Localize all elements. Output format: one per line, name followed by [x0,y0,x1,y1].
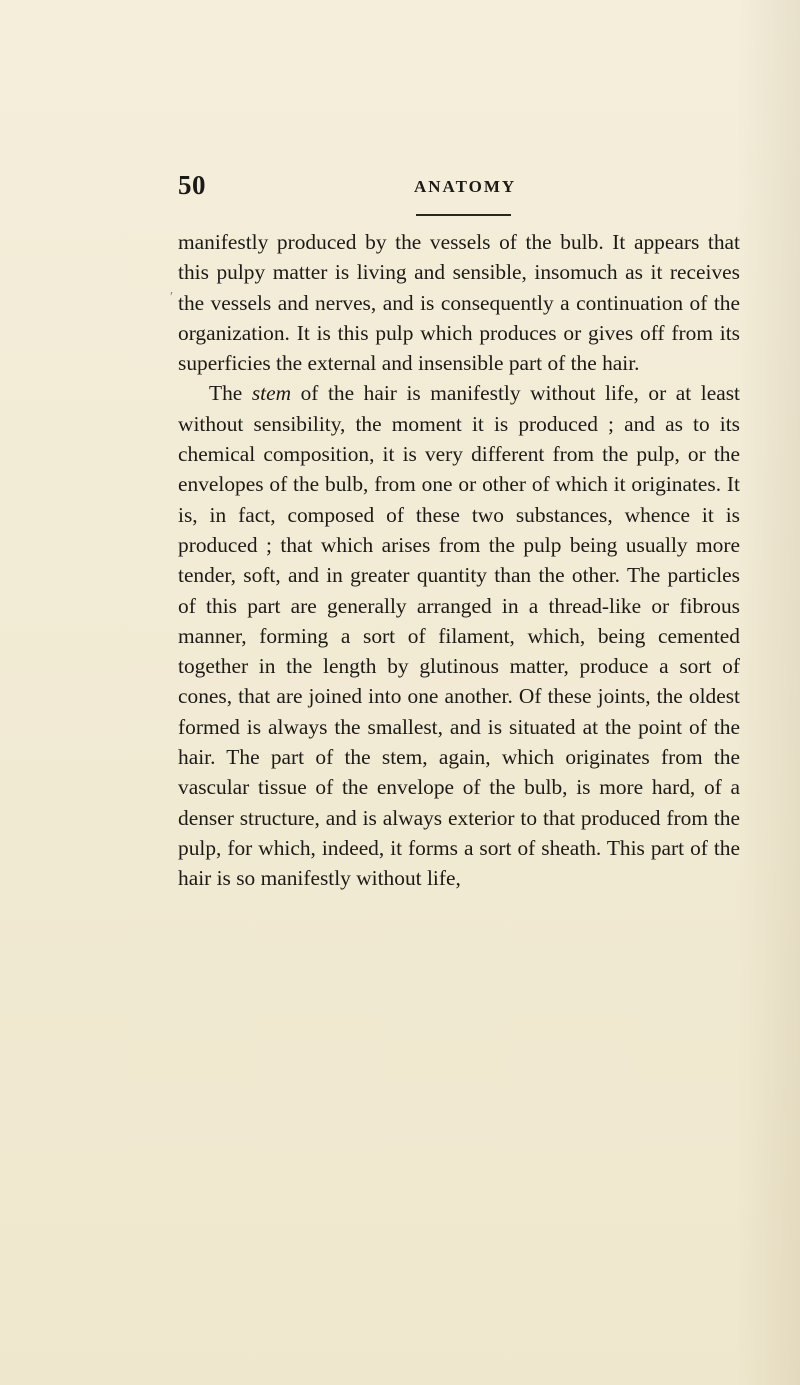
emphasis-stem: stem [251,381,292,406]
margin-tick-mark: ′ [170,290,174,305]
running-head: ANATOMY [414,177,517,196]
page-number: 50 [178,170,206,200]
page-header [178,170,738,204]
body-text [178,227,740,894]
paragraph-stem-body: of the hair is manifestly without life, or at least without sensibility, the moment it is produced ; and as to its chemical composition, it is very different from the pulp, or the envelopes of the bulb, from one or other of which it originates. It is, in fact, composed of these two substances, whence it is produced ; that which arises from the pulp being usually more tender, soft, and in greater quantity than the other. The particles of this part are generally arranged in a thread-like or fibrous manner, forming a sort of filament, which, being cemented together in the length by glutinous matter, produce a sort of cones, that are joined into one another. Of these joints, the oldest formed is always the smallest, and is situated at the point of the hair. The part of the stem, again, which originates from the vascular tissue of the envelope of the bulb, is more hard, of a denser structure, and is always exterior to that produced from the pulp, for which, indeed, it forms a sort of sheath. This part of the hair is so manifestly without life, [178,381,740,891]
paragraph-stem-lead: The [209,381,252,406]
header-rule [416,214,511,216]
paragraph-stem [178,378,740,893]
paragraph-continuation: manifestly produced by the vessels of the bulb. It appears that this pulpy matter is living and sensible, insomuch as it receives the vessels and nerves, and is consequently a continuation of the organization. It is this pulp which produces or gives off from its superficies the external and insensible part of the hair. [178,230,740,376]
